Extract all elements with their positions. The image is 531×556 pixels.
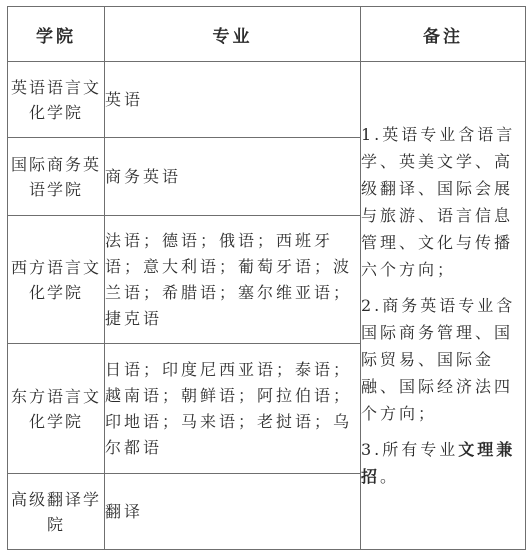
table-row <box>8 62 526 138</box>
note-item-3-prefix: 3.所有专业 <box>361 440 459 459</box>
header-major: 专业 <box>105 7 361 62</box>
college-cell: 国际商务英语学院 <box>8 138 105 216</box>
major-cell: 翻译 <box>105 474 361 550</box>
college-cell: 西方语言文化学院 <box>8 216 105 344</box>
note-item-1: 1.英语专业含语言学、英美文学、高级翻译、国际会展与旅游、语言信息管理、文化与传播六个方向； <box>361 125 516 279</box>
college-cell: 高级翻译学院 <box>8 474 105 550</box>
note-item-3 <box>361 436 525 490</box>
header-college: 学院 <box>8 7 105 62</box>
notes-cell <box>361 62 526 550</box>
note-item-3-suffix: 。 <box>380 467 400 486</box>
note-item-3-emphasis: 文理兼招 <box>361 440 516 486</box>
college-cell: 东方语言文化学院 <box>8 344 105 474</box>
header-notes: 备注 <box>361 7 526 62</box>
table-header-row <box>8 7 526 62</box>
major-cell: 日语；印度尼西亚语；泰语；越南语；朝鲜语；阿拉伯语；印地语；马来语；老挝语；乌尔都语 <box>105 344 361 474</box>
note-item-2: 2.商务英语专业含国际商务管理、国际贸易、国际金融、国际经济法四个方向； <box>361 296 516 423</box>
major-cell: 英语 <box>105 62 361 138</box>
college-major-table <box>7 6 526 550</box>
college-cell: 英语语言文化学院 <box>8 62 105 138</box>
major-cell: 法语；德语；俄语；西班牙语；意大利语；葡萄牙语；波兰语；希腊语；塞尔维亚语；捷克语 <box>105 216 361 344</box>
major-cell: 商务英语 <box>105 138 361 216</box>
